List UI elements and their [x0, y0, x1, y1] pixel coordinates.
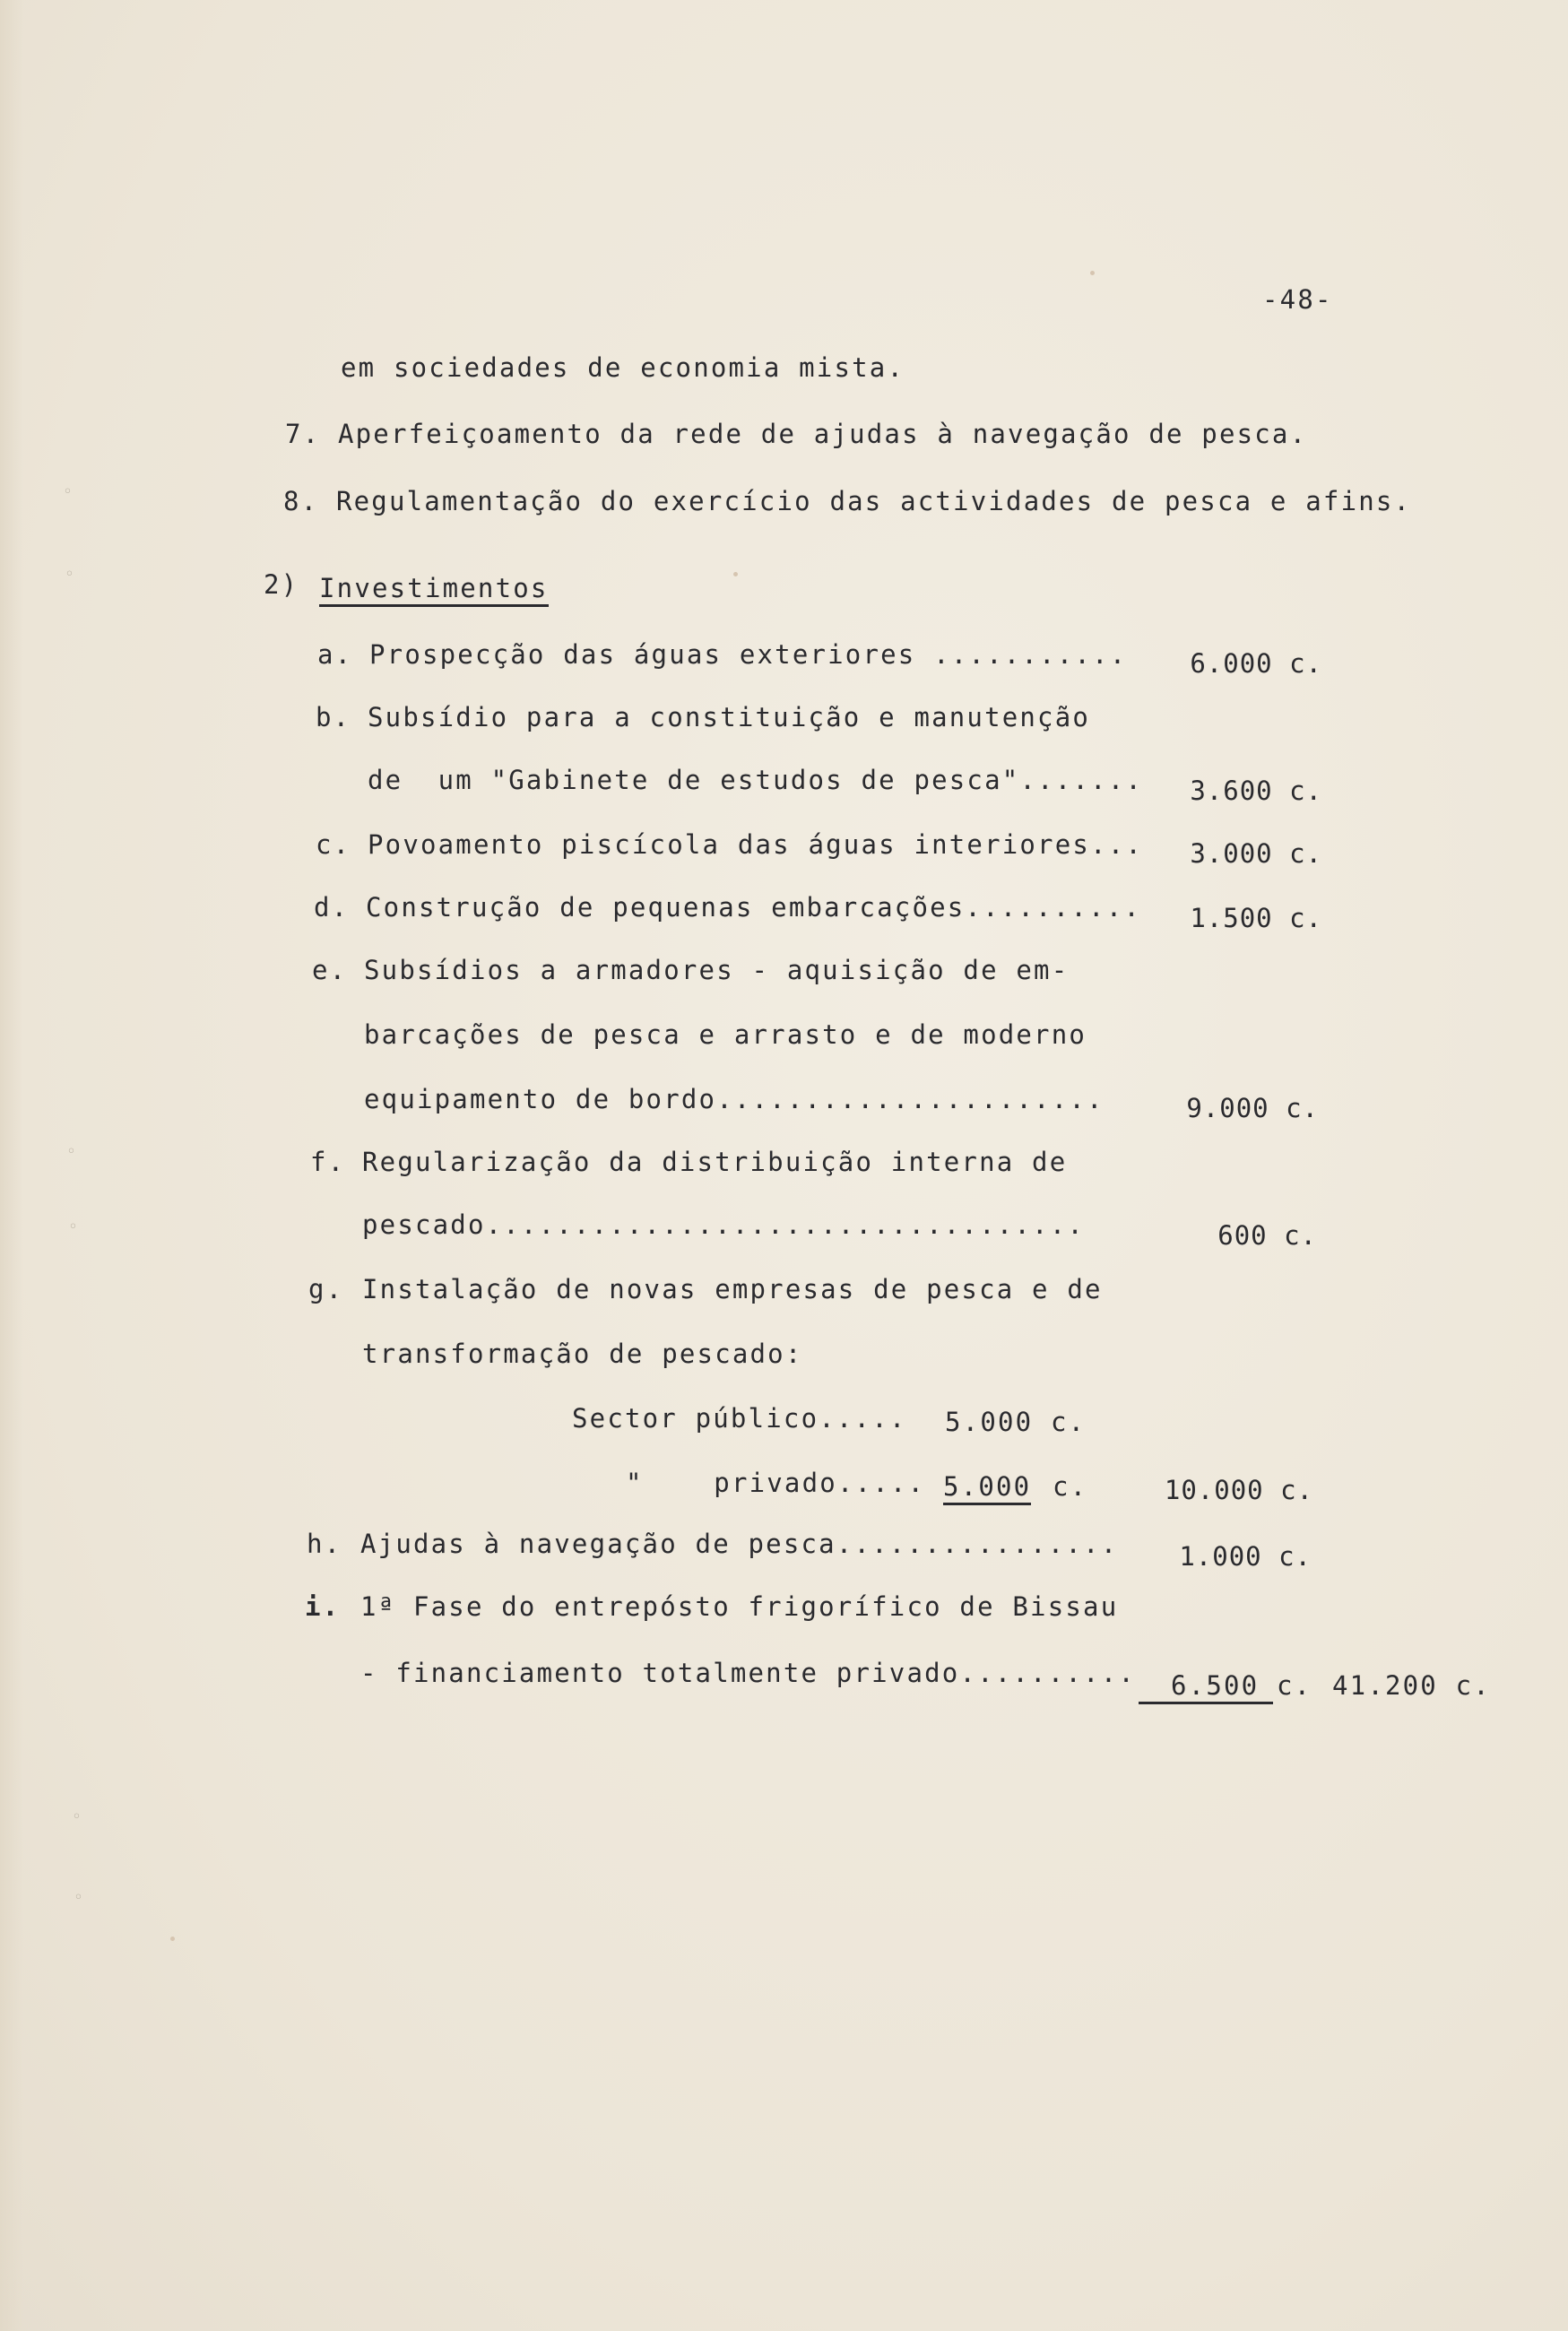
- item-b-amount: 3.600 c.: [1190, 776, 1322, 806]
- item-f-amount: 600 c.: [1217, 1220, 1317, 1251]
- binding-shadow: [0, 0, 23, 2331]
- item-b-text-cont: de um "Gabinete de estudos de pesca".......: [368, 765, 1144, 795]
- sector-private-amount: 5.000: [943, 1474, 1031, 1505]
- item-marker: i.: [305, 1591, 341, 1622]
- punch-hole-mark: ◦: [68, 1217, 78, 1236]
- item-g-text-cont: transformação de pescado:: [362, 1339, 803, 1369]
- item-marker: c.: [316, 829, 351, 860]
- item-marker: f.: [310, 1147, 346, 1177]
- item-d-amount: 1.500 c.: [1190, 903, 1322, 933]
- item-marker: e.: [312, 955, 348, 985]
- item-d-text: Construção de pequenas embarcações..........: [366, 892, 1142, 923]
- sector-private-label: " privado.....: [626, 1468, 926, 1498]
- item-f-text-cont: pescado..................................: [362, 1209, 1086, 1240]
- item-e-amount: 9.000 c.: [1186, 1093, 1319, 1123]
- punch-hole-mark: ◦: [72, 1807, 82, 1826]
- punch-hole-mark: ◦: [65, 565, 74, 584]
- item-marker: d.: [314, 892, 350, 923]
- item-i-text: 1ª Fase do entrepósto frigorífico de Bissau: [360, 1591, 1119, 1622]
- intro-line-7: 7. Aperfeiçoamento da rede de ajudas à navegação de pesca.: [285, 419, 1308, 449]
- item-b-text: Subsídio para a constituição e manutenção: [368, 702, 1091, 732]
- item-e-text: Subsídios a armadores - aquisição de em-: [364, 955, 1070, 985]
- paper-speck: [733, 572, 738, 576]
- item-f-text: Regularização da distribuição interna de: [362, 1147, 1068, 1177]
- punch-hole-mark: ◦: [74, 1888, 83, 1907]
- punch-hole-mark: ◦: [63, 482, 73, 501]
- intro-line-8: 8. Regulamentação do exercício das actividades de pesca e afins.: [283, 486, 1412, 516]
- section-title: Investimentos: [319, 576, 549, 607]
- paper-speck: [170, 1937, 175, 1941]
- item-e-text-cont: barcações de pesca e arrasto e de moderno: [364, 1019, 1087, 1050]
- item-h-text: Ajudas à navegação de pesca................: [360, 1529, 1119, 1559]
- item-g-total: 10.000 c.: [1164, 1475, 1313, 1505]
- item-i-amount: 6.500: [1139, 1673, 1273, 1704]
- item-i-amount-unit: c.: [1277, 1670, 1312, 1701]
- item-marker: g.: [308, 1274, 344, 1304]
- paper-speck: [1090, 271, 1095, 275]
- punch-hole-mark: ◦: [66, 1142, 76, 1161]
- item-a-text: Prospecção das águas exteriores ...........: [369, 639, 1128, 670]
- sector-private-unit: c.: [1053, 1471, 1088, 1502]
- item-e-text-cont: equipamento de bordo......................: [364, 1084, 1105, 1114]
- page-number: -48-: [1262, 284, 1333, 315]
- item-i-text-cont: - financiamento totalmente privado..........: [360, 1658, 1137, 1688]
- sector-public-amount: 5.000 c.: [945, 1407, 1087, 1437]
- item-c-text: Povoamento piscícola das águas interiores...: [368, 829, 1144, 860]
- section-number: 2): [264, 569, 299, 600]
- item-a-amount: 6.000 c.: [1190, 648, 1322, 679]
- grand-total: 41.200 c.: [1332, 1670, 1491, 1701]
- intro-line: em sociedades de economia mista.: [341, 352, 905, 383]
- item-h-amount: 1.000 c.: [1179, 1541, 1312, 1572]
- sector-public-label: Sector público.....: [572, 1403, 907, 1434]
- item-g-text: Instalação de novas empresas de pesca e de: [362, 1274, 1103, 1304]
- item-marker: b.: [316, 702, 351, 732]
- item-marker: a.: [317, 639, 353, 670]
- item-c-amount: 3.000 c.: [1190, 838, 1322, 869]
- item-marker: h.: [307, 1529, 342, 1559]
